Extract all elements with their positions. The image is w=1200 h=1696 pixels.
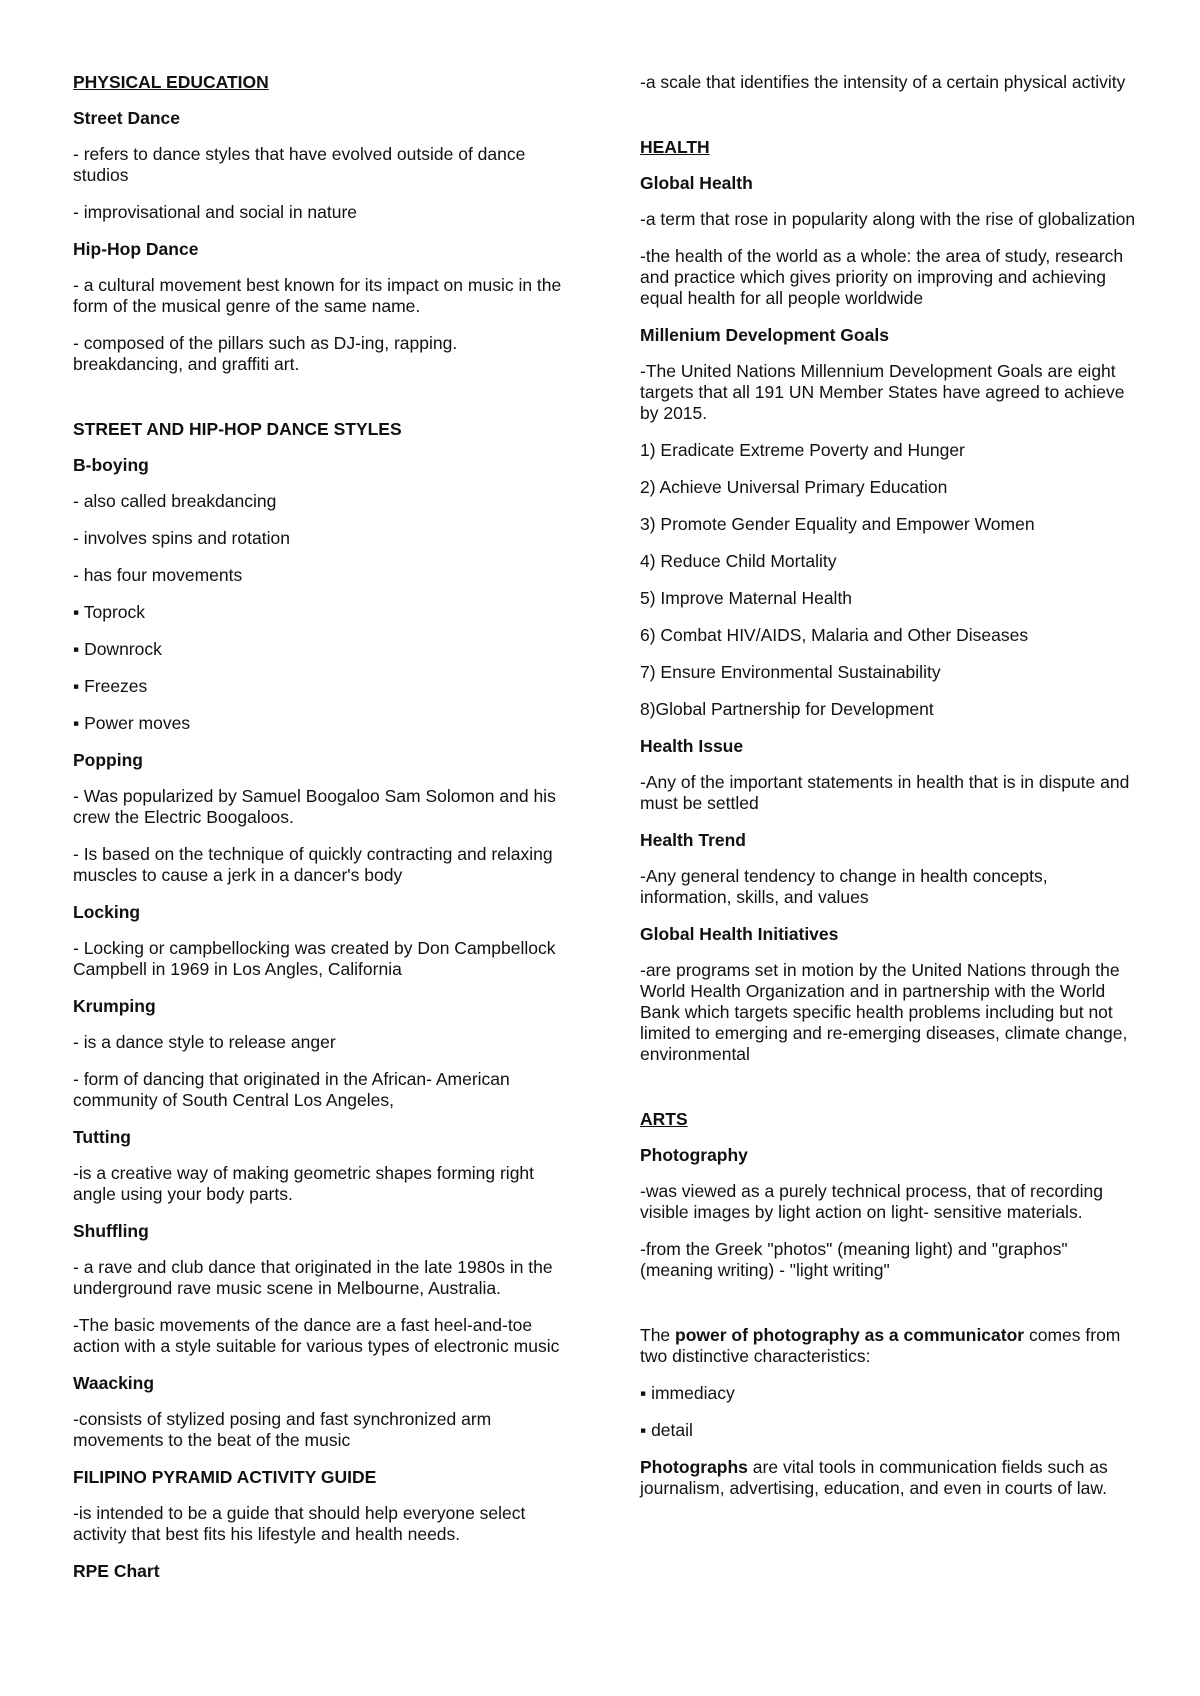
mdg-goal: 8)Global Partnership for Development xyxy=(640,699,934,719)
power-post: comes from two distinctive characteristics: xyxy=(640,1325,1121,1366)
heading-street-dance: Street Dance xyxy=(73,108,180,128)
mdg-goal: 6) Combat HIV/AIDS, Malaria and Other Diseases xyxy=(640,625,1029,645)
photography-definition: -was viewed as a purely technical process, that of recording visible images by light action on light- sensitive materials. xyxy=(640,1181,1104,1222)
photography-power-paragraph xyxy=(640,1325,1140,1367)
hip-hop-pillars: - composed of the pillars such as DJ-ing, rapping. breakdancing, and graffiti art. xyxy=(73,333,458,374)
heading-rpe-chart: RPE Chart xyxy=(73,1561,160,1581)
heading-shuffling: Shuffling xyxy=(73,1221,149,1241)
photographs-paragraph xyxy=(640,1457,1140,1499)
rpe-chart-definition: -a scale that identifies the intensity of a certain physical activity xyxy=(640,72,1126,92)
list-item: - also called breakdancing xyxy=(73,491,277,511)
mdg-goal: 5) Improve Maternal Health xyxy=(640,588,853,608)
street-dance-definition: - refers to dance styles that have evolved outside of dance studios xyxy=(73,144,526,185)
power-pre: The xyxy=(640,1325,676,1345)
locking-definition: - Locking or campbellocking was created by Don Campbellock Campbell in 1969 in Los Angles, California xyxy=(73,938,556,979)
list-item: ▪ Freezes xyxy=(73,676,148,696)
list-item: ▪ Toprock xyxy=(73,602,146,622)
global-health-term: -a term that rose in popularity along with the rise of globalization xyxy=(640,209,1136,229)
photography-etymology: -from the Greek "photos" (meaning light) and "graphos" (meaning writing) - "light writing" xyxy=(640,1239,1068,1280)
photographs-post: are vital tools in communication fields such as journalism, advertising, education, and even in courts of law. xyxy=(640,1457,1108,1498)
list-item: ▪ Power moves xyxy=(73,713,191,733)
heading-global-health: Global Health xyxy=(640,173,753,193)
heading-b-boying: B-boying xyxy=(73,455,149,475)
section-title-dance-styles: STREET AND HIP-HOP DANCE STYLES xyxy=(73,419,402,439)
heading-krumping: Krumping xyxy=(73,996,156,1016)
popping-technique: - Is based on the technique of quickly contracting and relaxing muscles to cause a jerk in a dancer's body xyxy=(73,844,553,885)
hip-hop-definition: - a cultural movement best known for its impact on music in the form of the musical genre of the same name. xyxy=(73,275,562,316)
right-column xyxy=(640,72,1140,1515)
popping-origin: - Was popularized by Samuel Boogaloo Sam Solomon and his crew the Electric Boogaloos. xyxy=(73,786,556,827)
heading-health-trend: Health Trend xyxy=(640,830,746,850)
mdg-goal: 1) Eradicate Extreme Poverty and Hunger xyxy=(640,440,965,460)
waacking-definition: -consists of stylized posing and fast synchronized arm movements to the beat of the music xyxy=(73,1409,492,1450)
list-item: - involves spins and rotation xyxy=(73,528,290,548)
mdg-goal: 4) Reduce Child Mortality xyxy=(640,551,837,571)
mdg-goal: 2) Achieve Universal Primary Education xyxy=(640,477,948,497)
list-item: ▪ detail xyxy=(640,1420,693,1440)
heading-mdg: Millenium Development Goals xyxy=(640,325,889,345)
heading-health-issue: Health Issue xyxy=(640,736,744,756)
mdg-goal: 3) Promote Gender Equality and Empower Women xyxy=(640,514,1035,534)
mdg-goal: 7) Ensure Environmental Sustainability xyxy=(640,662,941,682)
heading-locking: Locking xyxy=(73,902,141,922)
list-item: - has four movements xyxy=(73,565,243,585)
health-trend-definition: -Any general tendency to change in health concepts, information, skills, and values xyxy=(640,866,1048,907)
list-item: ▪ Downrock xyxy=(73,639,162,659)
krumping-origin: - form of dancing that originated in the African- American community of South Central Los Angeles, xyxy=(73,1069,510,1110)
heading-photography: Photography xyxy=(640,1145,748,1165)
shuffling-movements: -The basic movements of the dance are a fast heel-and-toe action with a style suitable for various types of electronic music xyxy=(73,1315,560,1356)
section-title-physical-education: PHYSICAL EDUCATION xyxy=(73,72,269,92)
heading-popping: Popping xyxy=(73,750,143,770)
photographs-bold: Photographs xyxy=(640,1457,748,1477)
heading-tutting: Tutting xyxy=(73,1127,131,1147)
heading-filipino-pyramid: FILIPINO PYRAMID ACTIVITY GUIDE xyxy=(73,1467,377,1487)
mdg-definition: -The United Nations Millennium Development Goals are eight targets that all 191 UN Member States have agreed to achieve by 2015. xyxy=(640,361,1125,423)
heading-waacking: Waacking xyxy=(73,1373,155,1393)
shuffling-origin: - a rave and club dance that originated in the late 1980s in the underground rave music scene in Melbourne, Australia. xyxy=(73,1257,553,1298)
section-title-arts: ARTS xyxy=(640,1109,688,1129)
tutting-definition: -is a creative way of making geometric shapes forming right angle using your body parts. xyxy=(73,1163,535,1204)
power-bold: power of photography as a communicator xyxy=(675,1325,1025,1345)
street-dance-nature: - improvisational and social in nature xyxy=(73,202,358,222)
ghi-definition: -are programs set in motion by the United Nations through the World Health Organization and in partnership with the World Bank which targets specific health problems including but not limited to emerging and re-emerging diseases, climate change, environmental xyxy=(640,960,1128,1064)
left-column xyxy=(73,72,563,1597)
section-title-health: HEALTH xyxy=(640,137,710,157)
list-item: ▪ immediacy xyxy=(640,1383,735,1403)
health-issue-definition: -Any of the important statements in health that is in dispute and must be settled xyxy=(640,772,1130,813)
global-health-definition: -the health of the world as a whole: the area of study, research and practice which gives priority on improving and achieving equal health for all people worldwide xyxy=(640,246,1124,308)
heading-global-health-initiatives: Global Health Initiatives xyxy=(640,924,839,944)
heading-hip-hop-dance: Hip-Hop Dance xyxy=(73,239,199,259)
krumping-definition: - is a dance style to release anger xyxy=(73,1032,336,1052)
pyramid-definition: -is intended to be a guide that should help everyone select activity that best fits his lifestyle and health needs. xyxy=(73,1503,526,1544)
